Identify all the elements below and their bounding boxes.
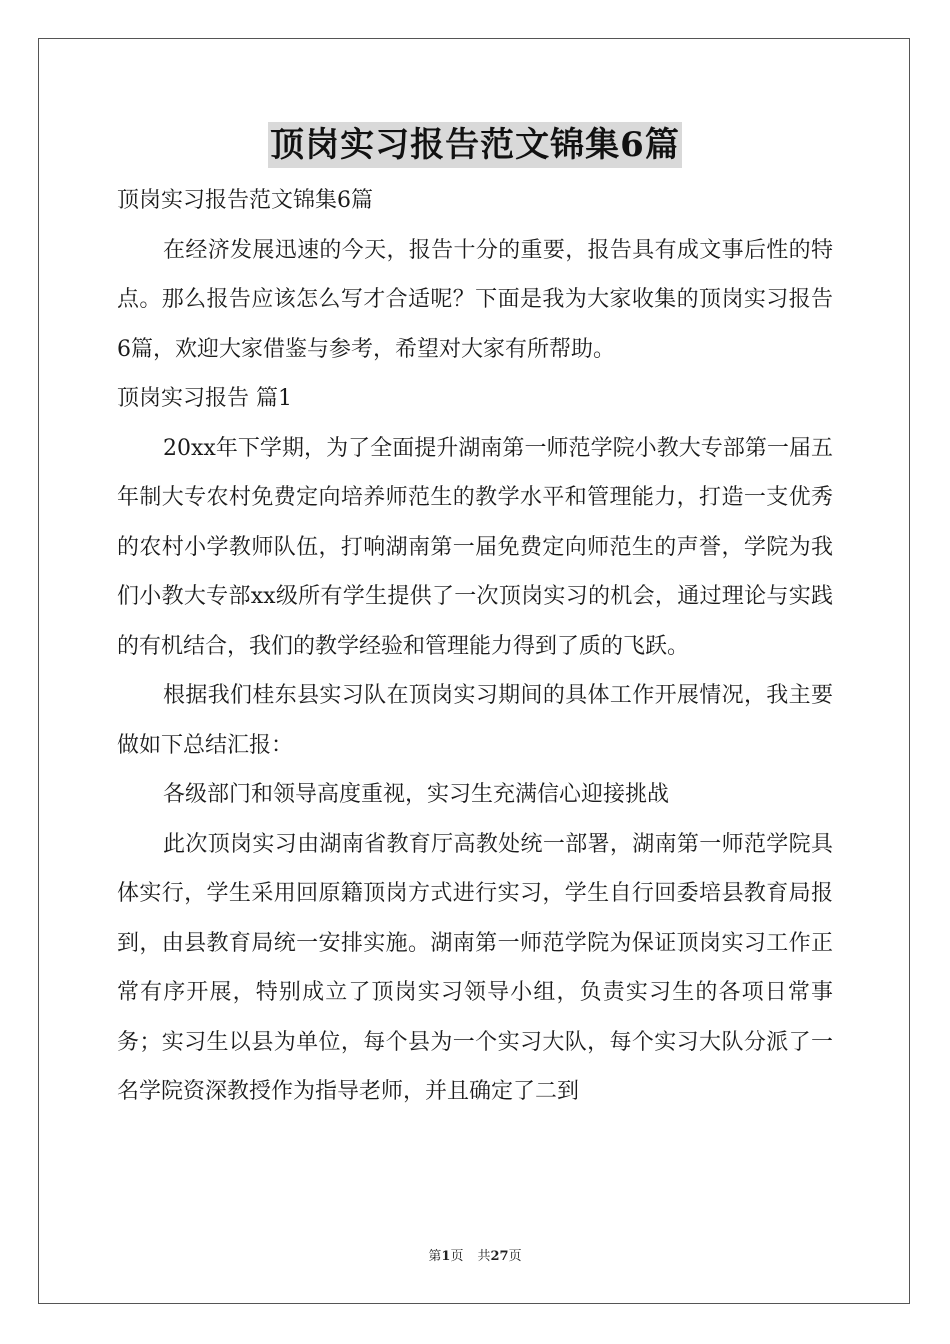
page-current: 1 (441, 1249, 451, 1264)
body-paragraph: 20xx年下学期，为了全面提升湖南第一师范学院小教大专部第一届五年制大专农村免费定向培养师范生的教学水平和管理能力，打造一支优秀的农村小学教师队伍，打响湖南第一届免费定向师范生的声誉，学院为我们小教大专部xx级所有学生提供了一次顶岗实习的机会，通过理论与实践的有机结合，我们的教学经验和管理能力得到了质的飞跃。 (117, 435, 833, 659)
document-title: 顶岗实习报告范文锦集6篇 (268, 122, 682, 168)
page-total: 27 (490, 1249, 509, 1264)
page-footer (0, 1248, 950, 1266)
body-paragraph-intro: 在经济发展迅速的今天，报告十分的重要，报告具有成文事后性的特点。那么报告应该怎么写才合适呢？下面是我为大家收集的顶岗实习报告6篇，欢迎大家借鉴与参考，希望对大家有所帮助。 (117, 237, 833, 362)
section-heading-1: 顶岗实习报告 篇1 (117, 386, 292, 411)
document-body (117, 176, 833, 1117)
body-paragraph-subheading: 各级部门和领导高度重视，实习生充满信心迎接挑战 (163, 782, 670, 807)
page-unit: 页 (450, 1249, 464, 1264)
body-paragraph: 此次顶岗实习由湖南省教育厅高教处统一部署，湖南第一师范学院具体实行，学生采用回原籍顶岗方式进行实习，学生自行回委培县教育局报到，由县教育局统一安排实施。湖南第一师范学院为保证顶岗实习工作正常有序开展，特别成立了顶岗实习领导小组，负责实习生的各项日常事务；实习生以县为单位，每个县为一个实习大队，每个实习大队分派了一名学院资深教授作为指导老师，并且确定了二到 (117, 831, 833, 1104)
page-prefix: 第 (428, 1249, 442, 1264)
body-paragraph-subtitle: 顶岗实习报告范文锦集6篇 (117, 188, 373, 213)
title-area (0, 122, 950, 168)
total-prefix: 共 (477, 1249, 491, 1264)
body-paragraph: 根据我们桂东县实习队在顶岗实习期间的具体工作开展情况，我主要做如下总结汇报： (117, 683, 833, 758)
total-unit: 页 (508, 1249, 522, 1264)
